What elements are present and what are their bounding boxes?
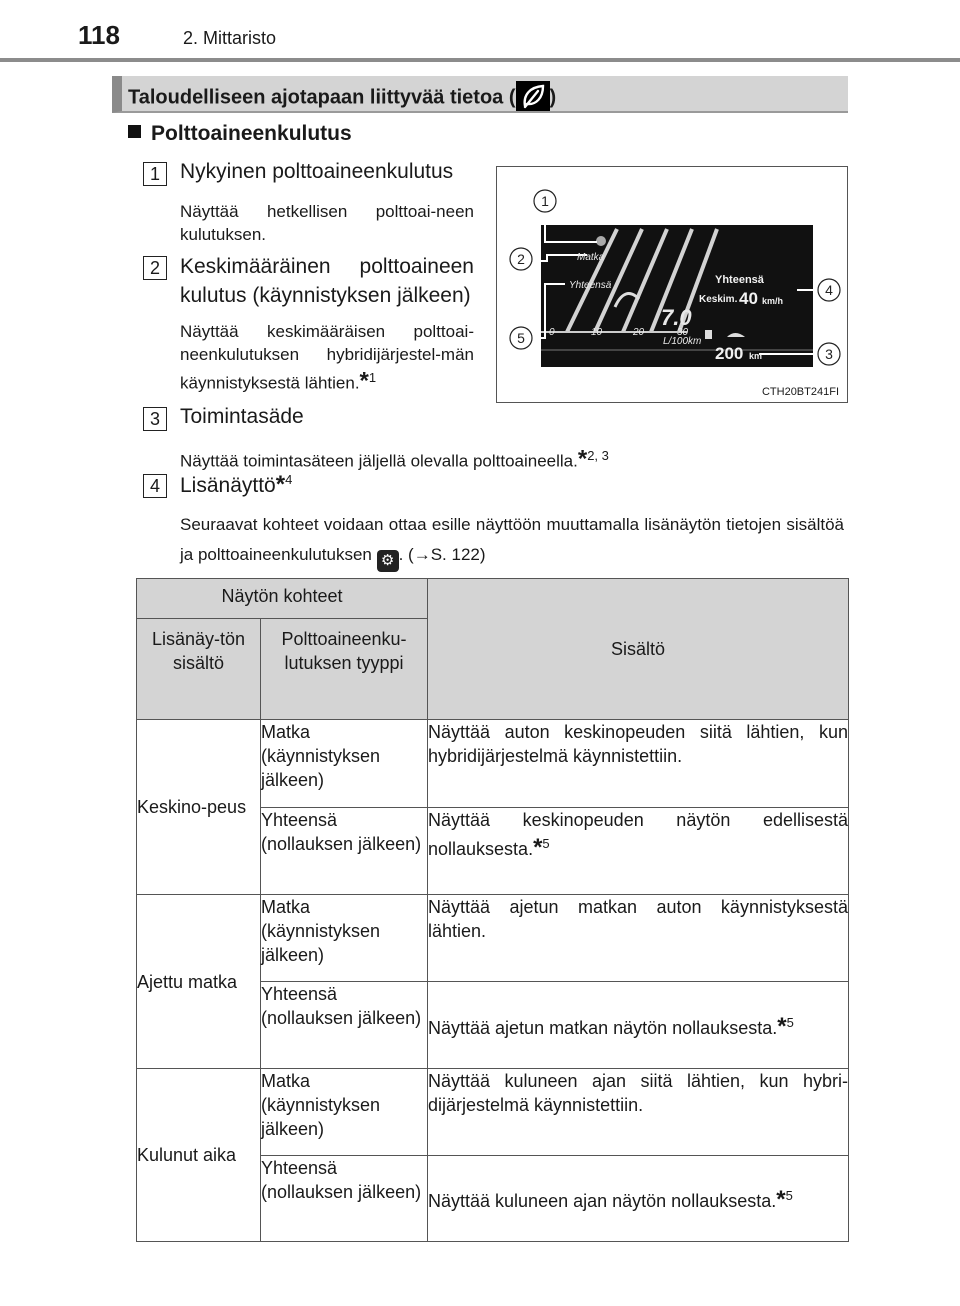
fig-label-keskim: Keskim.: [699, 294, 738, 305]
eco-leaf-icon: [516, 81, 550, 111]
table-cell-desc: [428, 1156, 849, 1242]
table-header-content: Sisältö: [428, 579, 849, 720]
item-text-2: [180, 320, 474, 395]
footnote-star: *: [777, 1012, 787, 1040]
table-cell-desc: Näyttää ajetun matkan auton käynnistyksestä lähtien.: [428, 895, 849, 982]
fig-range: 200: [715, 344, 744, 363]
page-number: 118: [78, 20, 120, 50]
item-number-1: 1: [143, 162, 167, 186]
item-text-1: Näyttää hetkellisen polttoai-neen kulutuksen.: [180, 202, 474, 244]
table-cell-type: Yhteensä (nollauksen jälkeen): [261, 982, 428, 1069]
fig-label-yhteensa-left: Yhteensä: [569, 280, 612, 291]
fig-tick-10: 10: [591, 327, 603, 338]
item-number-2: 2: [143, 256, 167, 280]
settings-icon: ⚙: [377, 550, 399, 572]
table-header-group: Näytön kohteet: [137, 579, 428, 619]
table-cell-type: Matka (käynnistyksen jälkeen): [261, 720, 428, 808]
footnote-ref: 2, 3: [587, 448, 609, 463]
footnote-star: *: [359, 367, 369, 395]
table-cell-type: Yhteensä (nollauksen jälkeen): [261, 1156, 428, 1242]
fig-label-matka: Matka: [577, 252, 605, 263]
item-title-3: Toimintasäde: [180, 405, 304, 428]
fig-tick-0: 0: [549, 327, 555, 338]
footnote-ref: 5: [785, 1188, 793, 1203]
header-rule: [0, 58, 960, 62]
bullet-square-icon: [128, 125, 141, 138]
fig-tick-30: 30: [677, 327, 689, 338]
section-title-suffix: ): [549, 86, 557, 109]
callout-3: 3: [825, 346, 833, 362]
callout-4: 4: [825, 282, 833, 298]
instrument-figure: [496, 166, 848, 403]
table-cell-desc: [428, 982, 849, 1069]
footnote-ref: 5: [542, 836, 550, 851]
item-text-3: [180, 444, 840, 473]
table-cell-desc: Näyttää kuluneen ajan siitä lähtien, kun hybri-dijärjestelmä käynnistettiin.: [428, 1069, 849, 1156]
table-cell-type: Yhteensä (nollauksen jälkeen): [261, 808, 428, 895]
item-title-2: Keskimääräinen polttoaineen kulutus (käynnistyksen jälkeen): [180, 255, 474, 307]
table-header-col1: Lisänäy-tön sisältö: [137, 619, 261, 720]
fig-speed: 40: [739, 289, 758, 308]
sub-heading: [128, 122, 352, 146]
table-row-item: Ajettu matka: [137, 895, 261, 1069]
item-text-3-body: Näyttää toimintasäteen jäljellä olevalla polttoaineella.: [180, 451, 578, 471]
table-row-item: Keskino-peus: [137, 720, 261, 895]
item-text-4-ref: . (→S. 122): [398, 545, 486, 564]
sub-heading-text: Polttoaineenkulutus: [151, 122, 352, 145]
footnote-star: *: [533, 834, 543, 861]
footnote-ref: 1: [368, 370, 377, 385]
item-title-1: Nykyinen polttoaineenkulutus: [180, 160, 454, 183]
callout-1: 1: [541, 193, 549, 209]
table-header-col2: Polttoaineenku-lutuksen tyyppi: [261, 619, 428, 720]
callout-2: 2: [517, 251, 525, 267]
fig-speed-unit: km/h: [762, 296, 784, 306]
item-number-3: 3: [143, 407, 167, 431]
fig-range-unit: km: [749, 351, 763, 361]
table-cell-desc-text: Näyttää ajetun matkan näytön nollauksesta.: [428, 1017, 778, 1038]
item-text-4-body: Seuraavat kohteet voidaan ottaa esille näyttöön muuttamalla lisänäytön tietojen sisältöä ja polttoaineenkulutuksen: [180, 515, 844, 564]
callout-5: 5: [517, 330, 525, 346]
footnote-star: *: [776, 1186, 786, 1213]
chapter-title: 2. Mittaristo: [183, 28, 277, 48]
table-cell-desc: [428, 808, 849, 895]
table-cell-desc: Näyttää auton keskinopeuden siitä lähtien, kun hybridijärjestelmä käynnistettiin.: [428, 720, 849, 808]
footnote-ref: 5: [786, 1014, 794, 1030]
item-text-2-body: Näyttää keskimääräisen polttoai-neenkulutuksen hybridijärjestel-män käynnistyksestä lähtien.: [180, 322, 474, 393]
table-cell-type: Matka (käynnistyksen jälkeen): [261, 1069, 428, 1156]
fig-unit: L/100km: [663, 336, 702, 347]
fig-label-yhteensa-right: Yhteensä: [715, 274, 764, 286]
table-cell-type: Matka (käynnistyksen jälkeen): [261, 895, 428, 982]
table-cell-desc-text: Näyttää kuluneen ajan näytön nollauksesta.: [428, 1191, 777, 1211]
item-title-4-text: Lisänäyttö: [180, 474, 276, 497]
section-title-text: Taloudelliseen ajotapaan liittyvää tietoa (: [128, 86, 516, 109]
section-bar: [112, 76, 848, 113]
item-title-4: [180, 472, 292, 498]
footnote-star: *: [275, 471, 286, 498]
display-illustration: [497, 167, 847, 402]
fig-tick-20: 20: [633, 327, 645, 338]
table-cell-desc-text: Näyttää keskinopeuden näytön edellisestä nollauksesta.: [428, 810, 848, 859]
item-text-4: [180, 510, 844, 572]
section-title: [128, 83, 556, 113]
item-number-4: 4: [143, 474, 167, 498]
fig-consumption: 7.0: [661, 305, 692, 330]
footnote-ref: 4: [285, 472, 293, 487]
fuel-pump-icon: [705, 330, 712, 339]
info-table: [136, 578, 849, 1242]
figure-code: CTH20BT241FI: [761, 386, 839, 398]
footnote-star: *: [577, 445, 588, 473]
table-row-item: Kulunut aika: [137, 1069, 261, 1242]
